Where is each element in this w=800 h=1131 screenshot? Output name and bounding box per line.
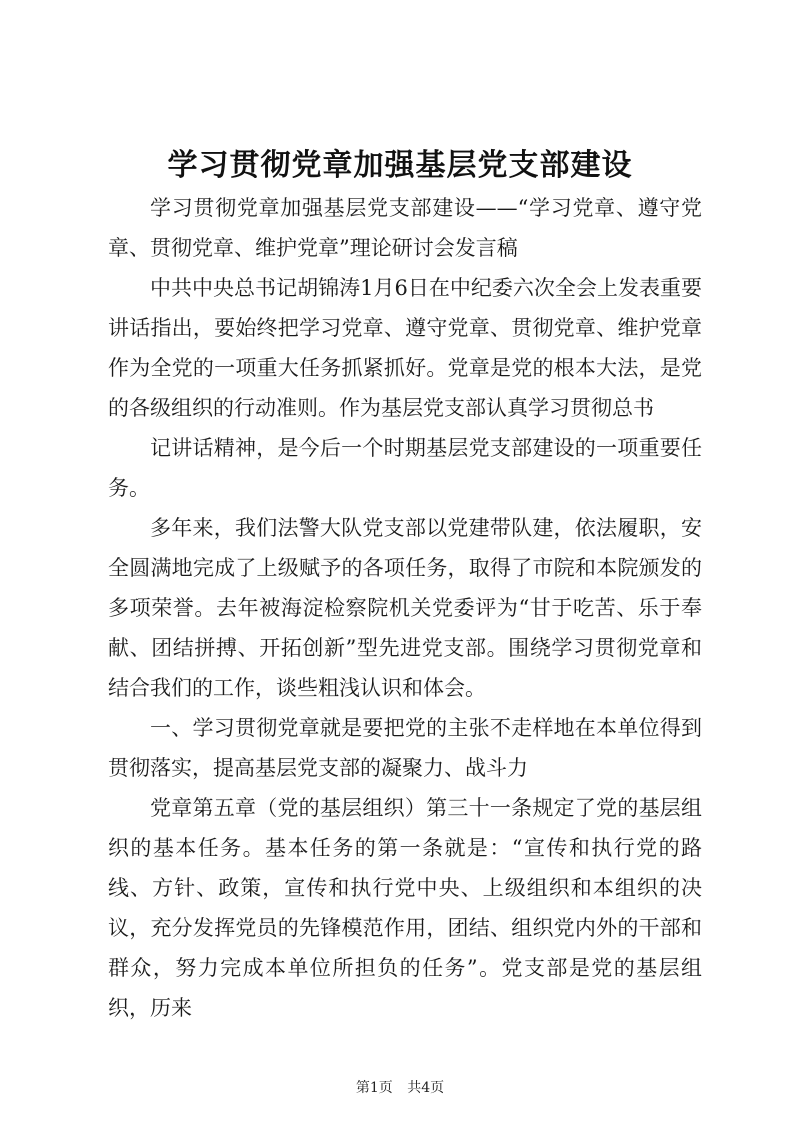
page-total: 共4页 <box>407 1080 445 1096</box>
page-number: 第1页 <box>355 1080 393 1096</box>
paragraph-section-one: 党章第五章（党的基层组织）第三十一条规定了党的基层组织的基本任务。基本任务的第一条就是：“宣传和执行党的路线、方针、政策，宣传和执行党中央、上级组织和本组织的决议，充分发挥党员的先锋模范作用，团结、组织党内外的干部和群众，努力完成本单位所担负的任务”。党支部是党的基层组织，历来 <box>108 796 702 1020</box>
paragraph-intro: 中共中央总书记胡锦涛1月6日在中纪委六次全会上发表重要讲话指出，要始终把学习党章、遵守党章、贯彻党章、维护党章作为全党的一项重大任务抓紧抓好。党章是党的根本大法，是党的各级组织的行动准则。作为基层党支部认真学习贯彻总书 <box>108 276 702 420</box>
section-heading-one: 一、学习贯彻党章就是要把党的主张不走样地在本单位得到贯彻落实，提高基层党支部的凝聚力、战斗力 <box>108 716 702 780</box>
document-body <box>108 188 702 1028</box>
page-footer <box>0 1077 800 1097</box>
paragraph-intro-continued: 记讲话精神，是今后一个时期基层党支部建设的一项重要任务。 <box>108 436 702 500</box>
paragraph-subtitle: 学习贯彻党章加强基层党支部建设——“学习党章、遵守党章、贯彻党章、维护党章”理论研讨会发言稿 <box>108 196 702 260</box>
paragraph-background: 多年来，我们法警大队党支部以党建带队建，依法履职，安全圆满地完成了上级赋予的各项任务，取得了市院和本院颁发的多项荣誉。去年被海淀检察院机关党委评为“甘于吃苦、乐于奉献、团结拼搏、开拓创新”型先进党支部。围绕学习贯彻党章和结合我们的工作，谈些粗浅认识和体会。 <box>108 516 702 700</box>
document-title: 学习贯彻党章加强基层党支部建设 <box>167 148 633 183</box>
